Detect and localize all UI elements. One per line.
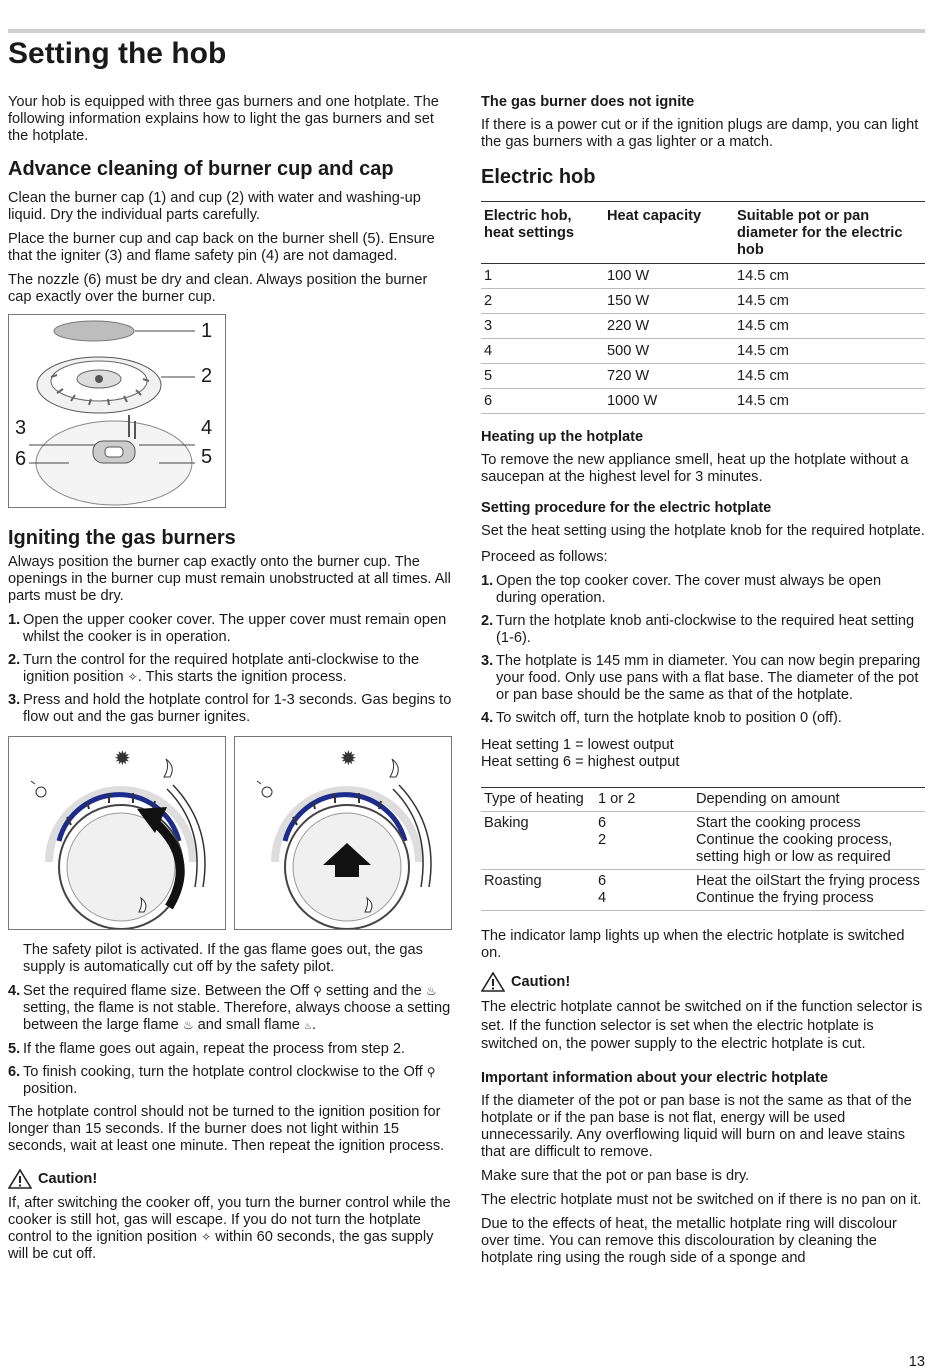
ignition-spark-icon: ✧ — [201, 1230, 212, 1244]
diagram-label-4: 4 — [201, 417, 213, 439]
column-header: Suitable pot or pan diameter for the electric hob — [734, 202, 925, 264]
cleaning-paragraph-2: Place the burner cup and cap back on the burner shell (5). Ensure that the igniter (3) and flame safety pin (4) are not damaged. — [8, 231, 435, 264]
table-row: 2 150 W 14.5 cm — [481, 289, 925, 314]
table-row: 6 1000 W 14.5 cm — [481, 389, 925, 414]
svg-text:✹: ✹ — [340, 748, 357, 770]
off-position-icon: ⚲ — [426, 1065, 436, 1079]
heat-setting-lines: Heat setting 1 = lowest output Heat setting 6 = highest output — [481, 737, 680, 770]
caution-heading-left: Caution! — [8, 1169, 452, 1189]
large-flame-icon: ♨ — [182, 1018, 194, 1032]
top-rule — [8, 29, 925, 33]
cleaning-paragraph-3: The nozzle (6) must be dry and clean. Always position the burner cap exactly over the burner cup. — [8, 272, 428, 305]
list-item: 3. Press and hold the hotplate control for 1-3 seconds. Gas begins to flow out and the gas burner ignites. — [8, 692, 452, 725]
knob-turn-figure — [8, 736, 226, 930]
table-row: Roasting 6 4 Heat the oilStart the frying process Continue the frying process — [481, 870, 925, 911]
list-item: 6. To finish cooking, turn the hotplate control clockwise to the Off ⚲ position. — [8, 1064, 436, 1097]
heading-no-ignite: The gas burner does not ignite — [481, 94, 695, 110]
caution-heading-right: Caution! — [481, 972, 925, 992]
ignition-steps — [8, 612, 452, 726]
table-header-row — [481, 202, 925, 264]
important-paragraph-4: Due to the effects of heat, the metallic hotplate ring will discolour over time. You can remove this discolouration by cleaning the hotplate ring using the rough side of a sponge and — [481, 1215, 897, 1266]
burner-diagram — [8, 314, 226, 508]
proceed-paragraph: Proceed as follows: — [481, 549, 608, 565]
svg-text:✹: ✹ — [114, 748, 131, 770]
warning-triangle-icon — [481, 972, 505, 992]
table-row: 3 220 W 14.5 cm — [481, 314, 925, 339]
igniting-paragraph: Always position the burner cap exactly onto the burner cup. The openings in the burner cup must remain unobstructed at all times. All parts must be dry. — [8, 554, 451, 604]
list-item: 1. Open the upper cooker cover. The upper cover must remain open whilst the cooker is in operation. — [8, 612, 447, 645]
left-column — [8, 94, 452, 1270]
caution-paragraph-right: The electric hotplate cannot be switched on if the function selector is set. If the function selector is set when the electric hotplate is switched on, the power supply to the electric hotplate is cut. — [481, 999, 923, 1052]
page-title: Setting the hob — [8, 37, 227, 70]
knob-figures — [8, 736, 452, 930]
heading-electric-hob: Electric hob — [481, 166, 596, 188]
table-row: 4 500 W 14.5 cm — [481, 339, 925, 364]
important-paragraph-1: If the diameter of the pot or pan base is not the same as that of the hotplate or if the pan base is not flat, energy will be used unnecessarily. Any overflowing liquid will burn on and leave stains that are difficult to remove. — [481, 1092, 912, 1160]
heading-igniting: Igniting the gas burners — [8, 527, 236, 549]
caution-paragraph-left: If, after switching the cooker off, you turn the burner control while the cooker is still hot, gas will escape. If you do not turn the hotplate control to the ignition position ✧ within 60 seconds, the gas supply will be cut off. — [8, 1195, 451, 1262]
diagram-label-2: 2 — [201, 365, 213, 387]
heading-procedure: Setting procedure for the electric hotplate — [481, 500, 772, 516]
small-flame-icon: ♨ — [303, 1021, 312, 1031]
knob-press-illustration — [235, 737, 451, 929]
warning-triangle-icon — [8, 1169, 32, 1189]
off-position-icon: ⚲ — [313, 984, 322, 998]
table-row: Type of heating 1 or 2 Depending on amount — [481, 788, 925, 812]
right-column — [481, 94, 925, 1274]
indicator-paragraph: The indicator lamp lights up when the electric hotplate is switched on. — [481, 928, 905, 961]
list-item: 4. To switch off, turn the hotplate knob to position 0 (off). — [481, 710, 842, 726]
heating-type-table — [481, 787, 925, 911]
list-item: 2. Turn the control for the required hotplate anti-clockwise to the ignition position ✧. This starts the ignition process. — [8, 652, 420, 685]
list-item: 2. Turn the hotplate knob anti-clockwise to the required heat setting (1-6). — [481, 613, 915, 646]
fifteen-seconds-paragraph: The hotplate control should not be turned to the ignition position for longer than 15 seconds. If the burner does not light within 15 seconds, wait at least one minute. Then repeat the ignition process. — [8, 1104, 445, 1154]
knob-press-figure — [234, 736, 452, 930]
diagram-label-5: 5 — [201, 446, 213, 468]
list-item: 5. If the flame goes out again, repeat the process from step 2. — [8, 1041, 406, 1057]
procedure-paragraph: Set the heat setting using the hotplate knob for the required hotplate. — [481, 523, 925, 539]
flame-steps — [8, 983, 452, 1098]
knob-turn-illustration — [9, 737, 225, 929]
table-row: 1 100 W 14.5 cm — [481, 264, 925, 289]
heading-heating-up: Heating up the hotplate — [481, 429, 644, 445]
intro-paragraph: Your hob is equipped with three gas burners and one hotplate. The following information explains how to light the gas burners and set the hotplate. — [8, 94, 439, 144]
table-row: 5 720 W 14.5 cm — [481, 364, 925, 389]
list-item: 1. Open the top cooker cover. The cover must always be open during operation. — [481, 573, 882, 606]
heading-important: Important information about your electric hotplate — [481, 1069, 829, 1086]
burner-parts-illustration — [9, 315, 225, 507]
list-item: 3. The hotplate is 145 mm in diameter. You can now begin preparing your food. Only use pans with a flat base. The diameter of the pot or pan base should be the same as that of the hotplate. — [481, 653, 921, 703]
column-header: Heat capacity — [604, 202, 734, 264]
important-paragraph-2: Make sure that the pot or pan base is dry. — [481, 1167, 750, 1184]
cleaning-paragraph-1: Clean the burner cap (1) and cup (2) with water and washing-up liquid. Dry the individual parts carefully. — [8, 190, 421, 223]
large-flame-icon: ♨ — [425, 984, 437, 998]
heading-cleaning: Advance cleaning of burner cup and cap — [8, 158, 394, 180]
heating-up-paragraph: To remove the new appliance smell, heat up the hotplate without a saucepan at the highest level for 3 minutes. — [481, 452, 909, 485]
ignition-spark-icon: ✧ — [127, 670, 138, 684]
safety-pilot-paragraph: The safety pilot is activated. If the gas flame goes out, the gas supply is automatically cut off by the safety pilot. — [23, 942, 423, 975]
important-paragraph-3: The electric hotplate must not be switched on if there is no pan on it. — [481, 1191, 922, 1208]
hotplate-steps — [481, 573, 925, 727]
no-ignite-paragraph: If there is a power cut or if the ignition plugs are damp, you can light the gas burners with a gas lighter or a match. — [481, 117, 919, 150]
list-item: 4. Set the required flame size. Between the Off ⚲ setting and the ♨ setting, the flame is not stable. Therefore, always choose a setting between the large flame ♨ and small flame ♨. — [8, 983, 451, 1033]
diagram-label-1: 1 — [201, 320, 213, 342]
diagram-label-6: 6 — [15, 448, 27, 470]
electric-hob-table — [481, 201, 925, 414]
column-header: Electric hob, heat settings — [481, 202, 604, 264]
table-row: Baking 6 2 Start the cooking process Continue the cooking process, setting high or low as required — [481, 812, 925, 870]
diagram-label-3: 3 — [15, 417, 27, 439]
page-number: 13 — [908, 1354, 925, 1370]
